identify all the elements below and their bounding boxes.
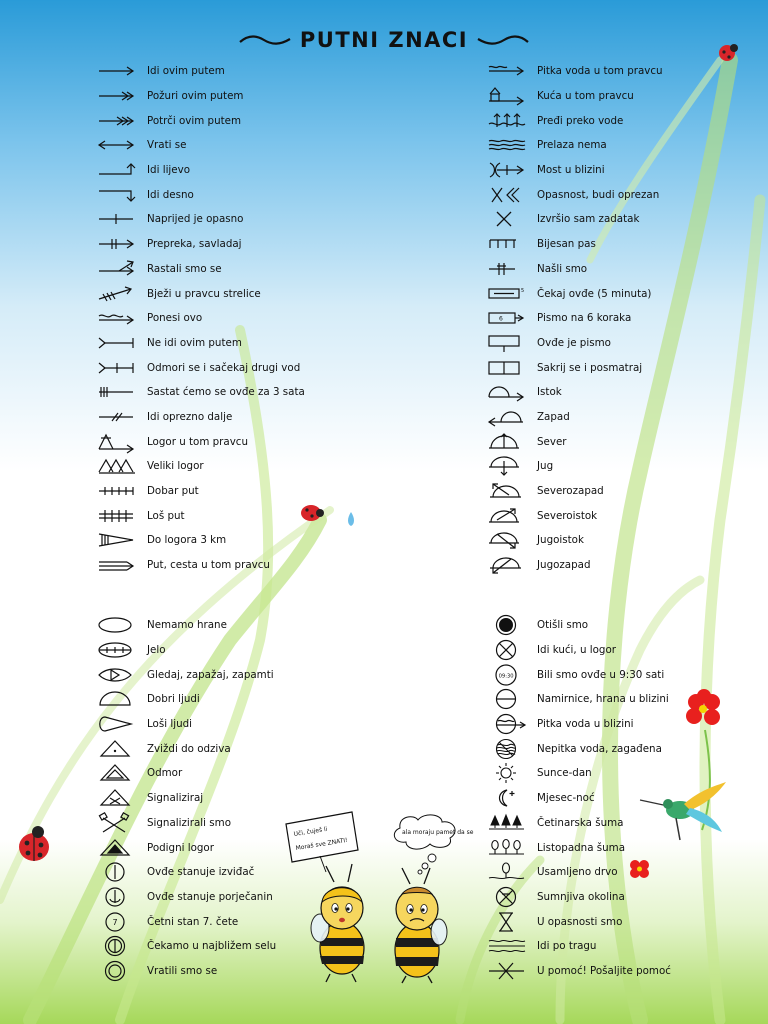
sign-row (97, 281, 367, 306)
slashed-line-icon (97, 406, 147, 428)
sign-row (97, 662, 367, 687)
big-camp-icon (97, 455, 147, 477)
no-crossing-icon (487, 134, 537, 156)
sign-row (487, 736, 757, 761)
thought-bubble (394, 815, 473, 874)
ladybug-icon (19, 826, 49, 861)
sign-row (487, 182, 757, 207)
sign-label: Dobri ljudi (147, 693, 200, 706)
sos-icon (487, 960, 537, 982)
tracks-icon (487, 935, 537, 957)
sign-row (97, 380, 367, 405)
sign-label: Ne idi ovim putem (147, 336, 242, 349)
troop-number-text: 7 (112, 917, 118, 927)
sign-label: Pređi preko vode (537, 114, 624, 127)
hourglass-icon (487, 911, 537, 933)
sign-row (487, 59, 757, 84)
sign-row (97, 133, 367, 158)
forked-line-icon (97, 332, 147, 354)
sign-row (97, 503, 367, 528)
wave-arrow-icon (97, 307, 147, 329)
sun-icon (487, 762, 537, 784)
two-way-arrow-icon (97, 134, 147, 156)
sign-row (487, 429, 757, 454)
sign-label: Vrati se (147, 139, 187, 152)
sign-row (487, 553, 757, 578)
trail-signs-left-column (97, 59, 367, 577)
sign-label: Nepitka voda, zagađena (537, 742, 662, 755)
sign-row (487, 687, 757, 712)
circle-hline-icon (487, 688, 537, 710)
sign-label: Logor u tom pravcu (147, 435, 248, 448)
sign-label: Ponesi ovo (147, 312, 203, 325)
sign-row (487, 712, 757, 737)
sign-label: Most u blizini (537, 164, 605, 177)
sign-label: Odmori se i sačekaj drugi vod (147, 361, 301, 374)
sign-row (97, 182, 367, 207)
sign-label: Idi desno (147, 188, 194, 201)
sign-label: Čekaj ovđe (5 minuta) (537, 287, 652, 300)
sign-row (97, 613, 367, 638)
sign-label: Dobar put (147, 485, 199, 498)
sign-label: Otišli smo (537, 619, 589, 632)
sign-label: Signaliziraj (147, 792, 204, 805)
sign-label: Gledaj, zapažaj, zapamti (147, 668, 274, 681)
sign-row (97, 84, 367, 109)
sign-row (487, 860, 757, 885)
south-icon (487, 455, 537, 477)
sign-label: Bili smo ovđe u 9:30 sati (537, 668, 665, 681)
hash-icon (487, 258, 537, 280)
sign-label: Naprijed je opasno (147, 213, 244, 226)
letter-steps-icon (487, 307, 537, 329)
sign-row (487, 613, 757, 638)
bad-road-icon (97, 505, 147, 527)
sign-row (487, 454, 757, 479)
sign-row (97, 306, 367, 331)
sign-label: Veliki logor (147, 460, 204, 473)
x-circle-icon (487, 639, 537, 661)
maya-bee (311, 864, 364, 982)
circle-ring-icon (97, 935, 147, 957)
thought-text: ala moraju pamet da se (402, 829, 474, 836)
deciduous-forest-icon (487, 837, 537, 859)
sign-row (487, 380, 757, 405)
right-swirl-ornament (476, 33, 530, 47)
sign-row (97, 687, 367, 712)
speech-bubble (286, 812, 358, 872)
sign-label: Severoistok (537, 509, 598, 522)
camp-signs-right-column (487, 613, 757, 983)
seven-circle-icon (97, 911, 147, 933)
sign-label: Požuri ovim putem (147, 90, 244, 103)
sign-row (487, 885, 757, 910)
sign-label: Zapad (537, 410, 570, 423)
sign-row (97, 59, 367, 84)
sign-row (97, 761, 367, 786)
sign-label: Sumnjiva okolina (537, 890, 625, 903)
conifer-forest-icon (487, 812, 537, 834)
trail-signs-right-column (487, 59, 757, 577)
page-title: PUTNI ZNACI (299, 28, 469, 52)
road-arrow-icon (97, 554, 147, 576)
sign-row (487, 786, 757, 811)
hide-icon (487, 357, 537, 379)
page-header (234, 25, 534, 55)
sign-row (487, 811, 757, 836)
sign-row (97, 355, 367, 380)
sign-label: Put, cesta u tom pravcu (147, 559, 270, 572)
water-circle-icon (487, 713, 537, 735)
cross-water-icon (487, 110, 537, 132)
hatched-circle-icon (487, 738, 537, 760)
sign-row (97, 712, 367, 737)
line-cross-icon (97, 208, 147, 230)
sign-label: Jugozapad (537, 559, 591, 572)
arrow-icon (97, 60, 147, 82)
triple-bar-line-icon (97, 381, 147, 403)
lone-tree-icon (487, 861, 537, 883)
sign-label: Odmor (147, 767, 183, 780)
sign-label: Istok (537, 386, 562, 399)
moon-icon (487, 787, 537, 809)
sign-row (97, 108, 367, 133)
sign-label: Namirnice, hrana u blizini (537, 693, 669, 706)
sign-row (97, 786, 367, 811)
sign-row (487, 232, 757, 257)
sign-label: Vratili smo se (147, 964, 218, 977)
sign-label: Jug (537, 460, 554, 473)
wait-minutes-text: 5 (521, 287, 525, 294)
sign-label: Bijesan pas (537, 238, 596, 251)
crossed-flags-icon (97, 812, 147, 834)
west-icon (487, 406, 537, 428)
ellipse-line-icon (97, 639, 147, 661)
sign-label: Listopadna šuma (537, 841, 626, 854)
sign-row (487, 108, 757, 133)
sign-label: Opasnost, budi oprezan (537, 188, 660, 201)
sign-label: U pomoć! Pošaljite pomoć (537, 964, 671, 977)
sign-row (487, 257, 757, 282)
double-circle-icon (97, 960, 147, 982)
sign-row (487, 331, 757, 356)
sign-label: Loš put (147, 509, 185, 522)
sign-label: Do logora 3 km (147, 534, 227, 547)
triple-arrow-icon (97, 110, 147, 132)
sign-label: Pismo na 6 koraka (537, 312, 632, 325)
letter-here-icon (487, 332, 537, 354)
sign-row (487, 638, 757, 663)
turn-right-icon (97, 184, 147, 206)
water-arrow-icon (487, 60, 537, 82)
bridge-icon (487, 159, 537, 181)
sign-label: Prepreka, savladaj (147, 238, 242, 251)
left-swirl-ornament (238, 33, 292, 47)
sign-label: Jelo (147, 644, 166, 657)
sign-label: Rastali smo se (147, 262, 222, 275)
sign-label: Izvršio sam zadatak (537, 213, 640, 226)
sign-label: Našli smo (537, 262, 588, 275)
sign-row (487, 528, 757, 553)
northeast-icon (487, 505, 537, 527)
sign-label: Idi kući, u logor (537, 644, 616, 657)
sign-label: Mjesec-noć (537, 792, 595, 805)
sign-label: Usamljeno drvo (537, 866, 618, 879)
house-arrow-icon (487, 85, 537, 107)
sign-label: Potrči ovim putem (147, 114, 242, 127)
sign-row (97, 638, 367, 663)
sign-row (97, 207, 367, 232)
split-arrow-icon (97, 258, 147, 280)
sign-label: Ovđe stanuje izviđač (147, 866, 255, 879)
anchor-circle-icon (97, 886, 147, 908)
time-circle-icon (487, 664, 537, 686)
double-triangle-icon (97, 762, 147, 784)
east-icon (487, 381, 537, 403)
sign-label: Sunce-dan (537, 767, 592, 780)
sign-row (487, 662, 757, 687)
north-icon (487, 431, 537, 453)
bee-characters-illustration (282, 810, 482, 985)
sign-label: Idi oprezno dalje (147, 410, 233, 423)
sign-row (97, 405, 367, 430)
sign-row (487, 133, 757, 158)
sign-label: Loši ljudi (147, 718, 192, 731)
sign-label: Kuća u tom pravcu (537, 90, 634, 103)
sign-row (487, 503, 757, 528)
sign-row (97, 553, 367, 578)
sign-row (487, 835, 757, 860)
sign-label: Bježi u pravcu strelice (147, 287, 261, 300)
sign-label: Signalizirali smo (147, 816, 231, 829)
double-arrow-icon (97, 85, 147, 107)
speech-line-1: Uči, čuješ li (293, 825, 328, 838)
sign-label: Četni stan 7. čete (147, 915, 239, 928)
sign-row (487, 479, 757, 504)
arrow-double-cross-icon (97, 233, 147, 255)
sign-row (487, 355, 757, 380)
sign-row (97, 257, 367, 282)
sign-row (487, 761, 757, 786)
sign-label: Sever (537, 435, 567, 448)
sign-row (97, 429, 367, 454)
eye-icon (97, 664, 147, 686)
sign-label: Četinarska šuma (537, 816, 624, 829)
sign-row (97, 454, 367, 479)
sign-label: Idi lijevo (147, 164, 191, 177)
wait-icon (487, 283, 537, 305)
sign-row (487, 281, 757, 306)
sign-label: Sakrij se i posmatraj (537, 361, 643, 374)
sign-row (97, 736, 367, 761)
sign-row (97, 479, 367, 504)
x-icon (487, 208, 537, 230)
letter-steps-text: 6 (499, 315, 503, 323)
sign-row (97, 331, 367, 356)
forked-cross-line-icon (97, 357, 147, 379)
sign-row (487, 909, 757, 934)
sign-label: Pitka voda u blizini (537, 718, 634, 731)
sign-row (97, 528, 367, 553)
triangle-dot-icon (97, 738, 147, 760)
sign-row (97, 232, 367, 257)
time-text: 09:30 (498, 673, 514, 680)
sign-label: Prelaza nema (537, 139, 607, 152)
drop-icon (97, 713, 147, 735)
sign-label: Podigni logor (147, 841, 214, 854)
feathered-arrow-icon (97, 283, 147, 305)
sign-row (487, 207, 757, 232)
willy-bee (395, 868, 447, 983)
danger-icon (487, 184, 537, 206)
sign-label: Idi po tragu (537, 940, 597, 953)
sign-label: Ovđe je pismo (537, 336, 611, 349)
sign-label: Sastat ćemo se ovđe za 3 sata (147, 386, 305, 399)
southeast-icon (487, 529, 537, 551)
suspicious-icon (487, 886, 537, 908)
sign-label: Severozapad (537, 485, 604, 498)
sign-label: U opasnosti smo (537, 915, 623, 928)
camp-arrow-icon (97, 431, 147, 453)
dog-icon (487, 233, 537, 255)
sign-label: Pitka voda u tom pravcu (537, 65, 663, 78)
half-circle-icon (97, 688, 147, 710)
sign-row (97, 158, 367, 183)
sign-row (487, 959, 757, 984)
camp-distance-icon (97, 529, 147, 551)
sign-row (487, 306, 757, 331)
sign-label: Nemamo hrane (147, 619, 227, 632)
sign-label: Idi ovim putem (147, 65, 225, 78)
sign-label: Ovđe stanuje porječanin (147, 890, 273, 903)
sign-row (487, 158, 757, 183)
speech-line-2: Moraš sve ZNATI! (295, 836, 349, 852)
raise-camp-icon (97, 837, 147, 859)
sign-row (487, 405, 757, 430)
sign-row (487, 934, 757, 959)
circle-line-icon (97, 861, 147, 883)
southwest-icon (487, 554, 537, 576)
filled-circle-icon (487, 614, 537, 636)
turn-left-icon (97, 159, 147, 181)
sign-row (487, 84, 757, 109)
sign-label: Jugoistok (537, 534, 584, 547)
good-road-icon (97, 480, 147, 502)
northwest-icon (487, 480, 537, 502)
signal-triangle-icon (97, 787, 147, 809)
sign-label: Čekamo u najbližem selu (147, 940, 277, 953)
ellipse-icon (97, 614, 147, 636)
sign-label: Zviždi do odziva (147, 742, 231, 755)
